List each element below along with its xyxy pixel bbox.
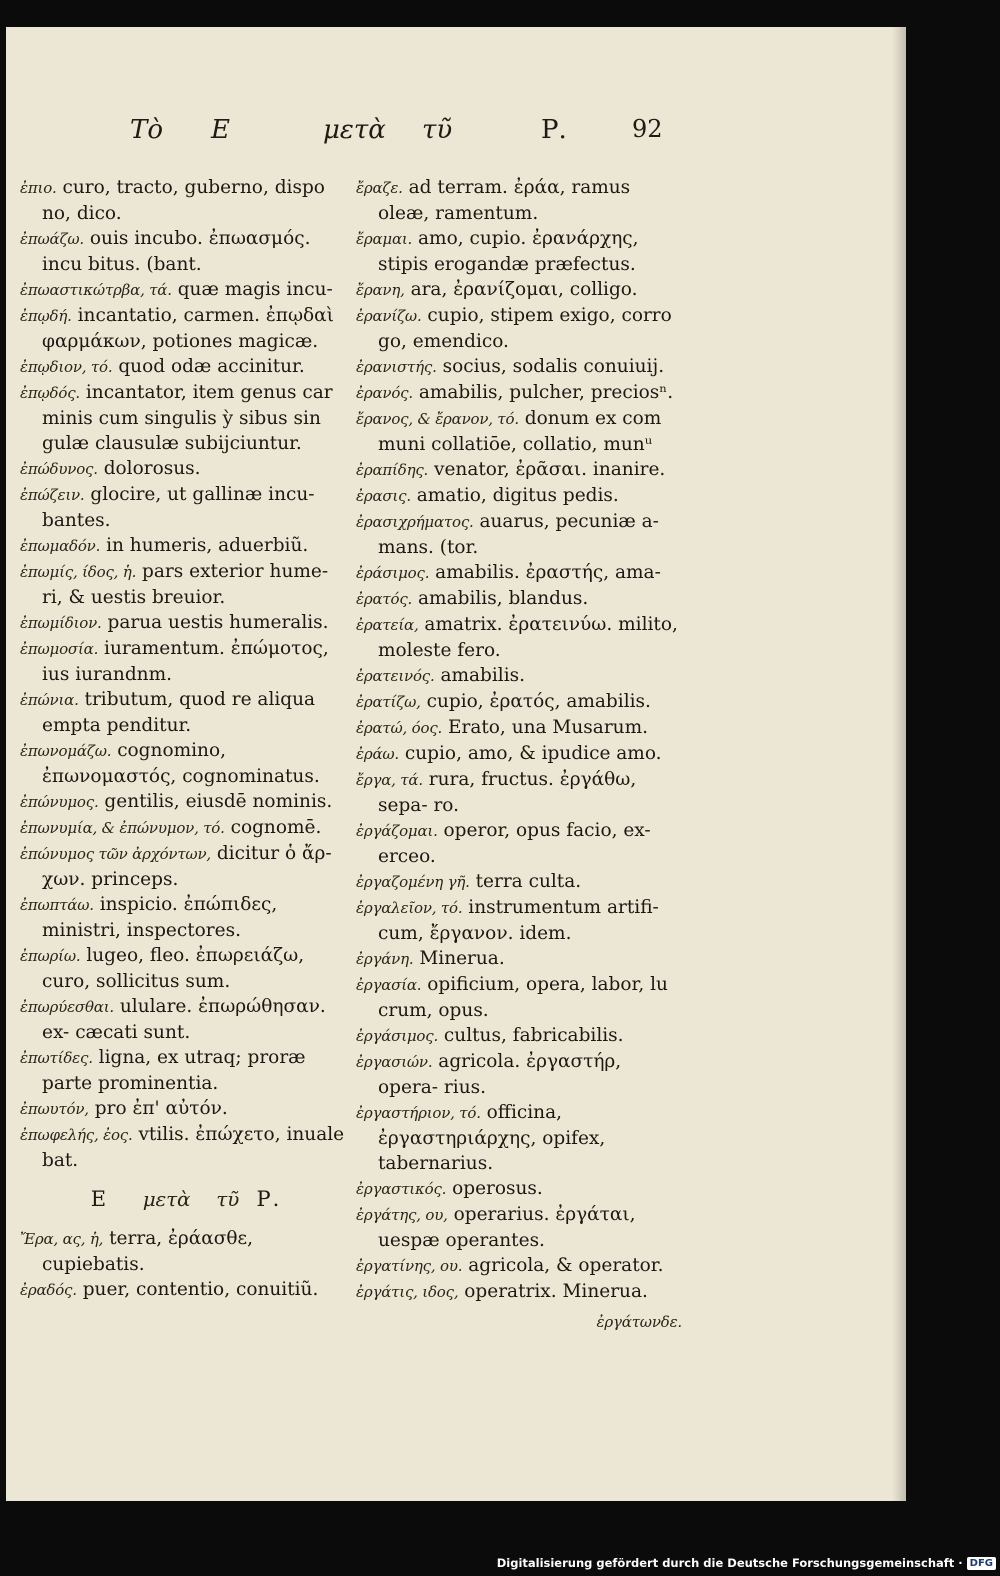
dictionary-entry xyxy=(20,1122,352,1173)
section-heading-word-1: μετὰ xyxy=(142,1187,191,1211)
entry-definition: Erato, una Musarum. xyxy=(447,717,648,738)
header-right-letter: Ρ. xyxy=(541,115,567,145)
dictionary-entry xyxy=(356,818,686,869)
footer-text: Digitalisierung gefördert durch die Deutsche Forschungsgemeinschaft · xyxy=(496,1556,963,1570)
entry-headword: ἐπωρίω. xyxy=(20,947,81,965)
entry-headword: ἐρασις. xyxy=(356,487,411,505)
entry-headword: ἐράω. xyxy=(356,745,399,763)
entry-definition: operatrix. Minerua. xyxy=(464,1281,648,1302)
entry-headword: ἐρανιστής. xyxy=(356,358,437,376)
dictionary-entry xyxy=(356,586,686,612)
dictionary-entry xyxy=(356,226,686,277)
entry-definition: ouis incubo. ἐπωασμός. incu bitus. (bant. xyxy=(42,228,311,275)
entry-headword: ἐράσιμος. xyxy=(356,564,430,582)
dictionary-entry xyxy=(356,895,686,946)
dictionary-entry xyxy=(356,457,686,483)
entry-headword: ἐπωαστικώτρβα, τά. xyxy=(20,281,172,299)
entry-headword: ἐργασία. xyxy=(356,976,422,994)
entry-definition: quæ magis incu- xyxy=(177,279,333,300)
dictionary-entry xyxy=(20,1045,352,1096)
dictionary-entry xyxy=(356,946,686,972)
entry-headword: ἐργαστήριον, τό. xyxy=(356,1104,481,1122)
entry-definition: operarius. ἐργάται, uespæ operantes. xyxy=(378,1204,636,1251)
entry-definition: cupio, amo, & ipudice amo. xyxy=(404,743,662,764)
dictionary-entry xyxy=(20,892,352,943)
dictionary-entry xyxy=(20,380,352,456)
left-column xyxy=(20,175,352,1303)
dictionary-entry xyxy=(20,1277,352,1303)
entry-headword: Ἔρα, ας, ἡ, xyxy=(20,1230,104,1248)
dictionary-entry xyxy=(356,509,686,560)
entry-definition: tributum, quod re aliqua empta penditur. xyxy=(42,689,316,736)
entry-definition: amatio, digitus pedis. xyxy=(416,485,619,506)
dictionary-entry xyxy=(20,482,352,533)
entry-definition: inspicio. ἐπώπιδες, ministri, inspectores. xyxy=(42,894,278,941)
dictionary-entry xyxy=(20,687,352,738)
right-column xyxy=(356,175,686,1335)
entry-definition: ara, ἐρανίζομαι, colligo. xyxy=(410,279,638,300)
dictionary-entry xyxy=(356,1100,686,1176)
entry-headword: ἔρανος, & ἔρανον, τό. xyxy=(356,410,519,428)
entry-headword: ἐπωτίδες. xyxy=(20,1049,93,1067)
entry-headword: ἐπωυτόν, xyxy=(20,1100,89,1118)
entry-definition: Minerua. xyxy=(419,948,505,969)
entry-definition: amabilis. xyxy=(440,665,526,686)
section-heading-letter: Ε xyxy=(90,1187,109,1211)
dictionary-entry xyxy=(356,869,686,895)
dictionary-entry xyxy=(356,767,686,818)
entry-headword: ἐρατεία, xyxy=(356,616,419,634)
entry-headword: ἐρανός. xyxy=(356,384,413,402)
header-mid-1: μετὰ xyxy=(323,115,386,145)
dictionary-entry xyxy=(20,1226,352,1277)
entry-headword: ἐργασιών. xyxy=(356,1053,433,1071)
entry-headword: ἐργάτης, ου, xyxy=(356,1206,448,1224)
entry-headword: ἐπωρύεσθαι. xyxy=(20,998,114,1016)
entry-definition: cupio, stipem exigo, corro go, emendico. xyxy=(378,305,672,352)
dictionary-entry xyxy=(20,303,352,354)
dictionary-entry xyxy=(20,456,352,482)
entry-headword: ἔραμαι. xyxy=(356,230,413,248)
dictionary-entry xyxy=(20,610,352,636)
entry-definition: terra culta. xyxy=(475,871,582,892)
entry-definition: amabilis, blandus. xyxy=(418,588,589,609)
dictionary-entry xyxy=(356,1176,686,1202)
entry-headword: ἐρατίζω, xyxy=(356,693,421,711)
entry-definition: amabilis. ἐραστής, ama- xyxy=(435,562,661,583)
dictionary-entry xyxy=(356,1202,686,1253)
entry-definition: iuramentum. ἐπώμοτος, ius iurandnm. xyxy=(42,638,329,685)
dictionary-entry xyxy=(20,994,352,1045)
entry-headword: ἐρανίζω. xyxy=(356,307,422,325)
entry-headword: ἐπωνυμία, & ἐπώνυμον, τό. xyxy=(20,819,225,837)
entry-headword: ἐπωπτάω. xyxy=(20,896,94,914)
dictionary-entry xyxy=(20,226,352,277)
entry-definition: auarus, pecuniæ a- mans. (tor. xyxy=(378,511,659,558)
dictionary-entry xyxy=(356,1279,686,1305)
entry-definition: venator, ἐρᾶσαι. inanire. xyxy=(434,459,666,480)
entry-definition: ligna, ex utraq; proræ parte prominentia. xyxy=(42,1047,306,1094)
entry-headword: ἐπῳδή. xyxy=(20,307,72,325)
entry-definition: amo, cupio. ἐρανάρχης, stipis erogandæ præfectus. xyxy=(378,228,639,275)
entry-headword: ἐργάνη. xyxy=(356,950,414,968)
entry-definition: instrumentum artifi- cum, ἔργανον. idem. xyxy=(378,897,659,944)
catchword: ἐργάτωνδε. xyxy=(596,1313,682,1331)
entry-headword: ἐρατός. xyxy=(356,590,413,608)
section-heading xyxy=(20,1187,352,1212)
entry-definition: curo, tracto, guberno, dispo no, dico. xyxy=(42,177,325,224)
entry-definition: donum ex com muni collatiōe, collatio, munᵘ xyxy=(378,408,662,455)
book-page xyxy=(6,27,906,1501)
entry-definition: agricola, & operator. xyxy=(468,1255,664,1276)
entry-headword: ἐργατίνης, ου. xyxy=(356,1257,463,1275)
dictionary-entry xyxy=(20,789,352,815)
dictionary-entry xyxy=(356,483,686,509)
entry-headword: ἔραζε. xyxy=(356,179,403,197)
entry-headword: ἐργαλεῖον, τό. xyxy=(356,899,463,917)
entry-definition: cultus, fabricabilis. xyxy=(443,1025,624,1046)
entry-headword: ἐπώνυμος. xyxy=(20,793,99,811)
dictionary-entry xyxy=(20,636,352,687)
entry-definition: operosus. xyxy=(452,1178,543,1199)
dictionary-entry xyxy=(20,354,352,380)
dictionary-entry xyxy=(356,303,686,354)
entry-definition: dolorosus. xyxy=(103,458,201,479)
entry-headword: ἐρατεινός. xyxy=(356,667,435,685)
running-header xyxy=(6,115,906,151)
entry-definition: incantatio, carmen. ἐπῳδαὶ φαρμάκων, potiones magicæ. xyxy=(42,305,334,352)
dictionary-entry xyxy=(20,175,352,226)
entry-definition: cognomē. xyxy=(230,817,322,838)
entry-headword: ἔρανη, xyxy=(356,281,405,299)
entry-headword: ἐραδός. xyxy=(20,1281,77,1299)
entry-definition: pro ἐπ' αὐτόν. xyxy=(94,1098,228,1119)
dictionary-entry xyxy=(356,380,686,406)
entry-definition: lugeo, fleo. ἐπωρειάζω, curo, sollicitus sum. xyxy=(42,945,305,992)
entry-headword: ἐπωφελής, ἐος. xyxy=(20,1126,133,1144)
entry-headword: ἐπωάζω. xyxy=(20,230,84,248)
entry-definition: quod odæ accinitur. xyxy=(118,356,305,377)
entry-headword: ἐπῳδός. xyxy=(20,384,80,402)
header-mid-2: τῦ xyxy=(422,115,453,145)
section-heading-letter-2: Ρ. xyxy=(256,1187,282,1211)
entry-headword: ἐπωνομάζω. xyxy=(20,742,112,760)
entry-definition: terra, ἐράασθε, cupiebatis. xyxy=(42,1228,254,1275)
entry-headword: ἐργαστικός. xyxy=(356,1180,447,1198)
entry-headword: ἐπιο. xyxy=(20,179,57,197)
dictionary-entry xyxy=(356,689,686,715)
dictionary-entry xyxy=(356,663,686,689)
entry-definition: agricola. ἐργαστήρ, opera- rius. xyxy=(378,1051,622,1098)
dictionary-entry xyxy=(356,972,686,1023)
entry-definition: amatrix. ἐρατεινύω. milito, moleste fero. xyxy=(378,614,678,661)
entry-headword: ἐπωμίς, ίδος, ἡ. xyxy=(20,563,137,581)
dictionary-entry xyxy=(356,1253,686,1279)
dictionary-entry xyxy=(20,943,352,994)
dictionary-entry xyxy=(356,1023,686,1049)
footer-credit xyxy=(497,1552,1000,1574)
entry-definition: dicitur ὁ ἄρ- χων. princeps. xyxy=(42,843,332,890)
section-heading-word-2: τῦ xyxy=(216,1187,240,1211)
entry-headword: ἐπωμαδόν. xyxy=(20,537,101,555)
dictionary-entry xyxy=(356,715,686,741)
entry-headword: ἐπωμίδιον. xyxy=(20,614,102,632)
entry-definition: vtilis. ἐπώχετο, inuale bat. xyxy=(42,1124,345,1171)
entry-headword: ἐρασιχρήματος. xyxy=(356,513,474,531)
entry-definition: opificium, opera, labor, lu crum, opus. xyxy=(378,974,668,1021)
entry-headword: ἔργα, τά. xyxy=(356,771,423,789)
entry-definition: rura, fructus. ἐργάθω, sepa- ro. xyxy=(378,769,637,816)
dfg-logo: DFG xyxy=(967,1557,996,1570)
entry-definition: amabilis, pulcher, preciosⁿ. xyxy=(418,382,674,403)
dictionary-entry xyxy=(356,406,686,457)
header-left-1: Τὸ xyxy=(130,115,163,145)
entry-definition: operor, opus facio, ex- erceo. xyxy=(378,820,651,867)
entry-definition: officina, ἐργαστηριάρχης, opifex, tabernarius. xyxy=(378,1102,606,1174)
entry-definition: gentilis, eiusdē nominis. xyxy=(104,791,333,812)
entry-headword: ἐραπίδης. xyxy=(356,461,429,479)
page-number: 92 xyxy=(632,115,663,143)
entry-headword: ἐργάσιμος. xyxy=(356,1027,439,1045)
entry-headword: ἐπώνυμος τῶν ἀρχόντων, xyxy=(20,845,211,863)
entry-definition: puer, contentio, conuitiũ. xyxy=(82,1279,319,1300)
entry-headword: ἐπώνια. xyxy=(20,691,79,709)
dictionary-entry xyxy=(20,533,352,559)
dictionary-entry xyxy=(20,1096,352,1122)
entry-headword: ἐρατώ, όος. xyxy=(356,719,443,737)
dictionary-entry xyxy=(356,277,686,303)
entry-headword: ἐργάτις, ιδος, xyxy=(356,1283,459,1301)
entry-definition: in humeris, aduerbiũ. xyxy=(106,535,309,556)
entry-headword: ἐπῳδιον, τό. xyxy=(20,358,113,376)
dictionary-entry xyxy=(356,741,686,767)
entry-definition: socius, sodalis conuiuij. xyxy=(442,356,665,377)
dictionary-entry xyxy=(356,612,686,663)
entry-headword: ἐπωμοσία. xyxy=(20,640,99,658)
entry-definition: glocire, ut gallinæ incu- bantes. xyxy=(42,484,315,531)
entry-definition: cognomino, ἐπωνομαστός, cognominatus. xyxy=(42,740,320,787)
dictionary-entry xyxy=(20,277,352,303)
entry-definition: ululare. ἐπωρώθησαν. ex- cæcati sunt. xyxy=(42,996,326,1043)
entry-definition: ad terram. ἐράα, ramus oleæ, ramentum. xyxy=(378,177,631,224)
dictionary-entry xyxy=(20,841,352,892)
entry-headword: ἐργαζομένη γῆ. xyxy=(356,873,470,891)
entry-definition: pars exterior hume- ri, & uestis breuior. xyxy=(42,561,329,608)
dictionary-entry xyxy=(356,354,686,380)
header-left-2: Ε xyxy=(211,115,230,145)
dictionary-entry xyxy=(20,738,352,789)
dictionary-entry xyxy=(356,175,686,226)
entry-definition: incantator, item genus car minis cum singulis ỳ sibus sin gulæ clausulæ subijciuntur. xyxy=(42,382,333,454)
entry-headword: ἐπώδυνος. xyxy=(20,460,98,478)
entry-headword: ἐργάζομαι. xyxy=(356,822,438,840)
entry-headword: ἐπώζειν. xyxy=(20,486,85,504)
dictionary-entry xyxy=(20,815,352,841)
dictionary-entry xyxy=(356,560,686,586)
dictionary-entry xyxy=(20,559,352,610)
entry-definition: parua uestis humeralis. xyxy=(107,612,329,633)
entry-definition: cupio, ἐρατός, amabilis. xyxy=(426,691,651,712)
dictionary-entry xyxy=(356,1049,686,1100)
